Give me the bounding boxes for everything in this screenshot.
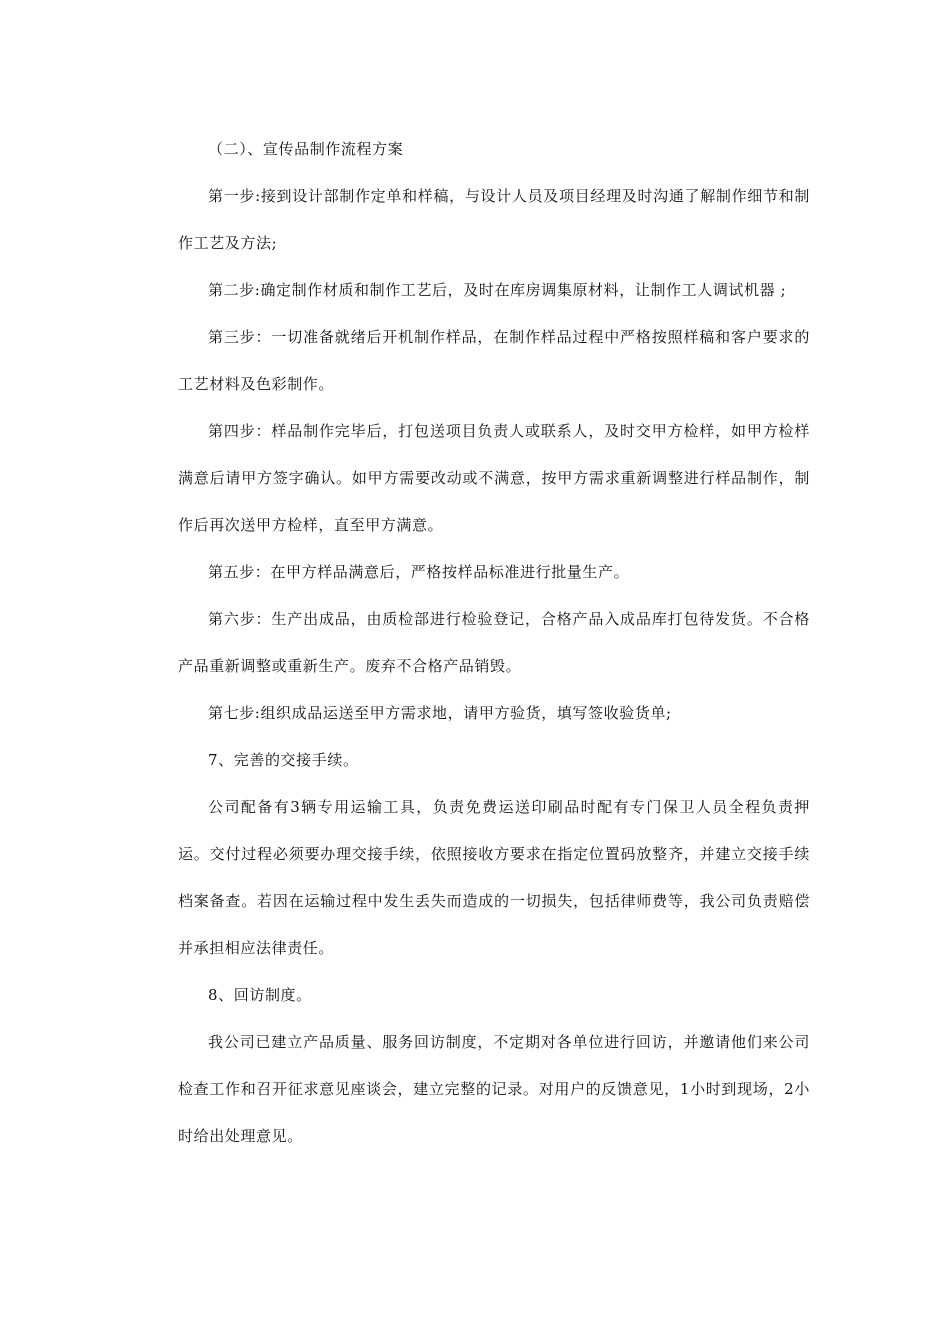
step-7: 第七步:组织成品运送至甲方需求地，请甲方验货，填写签收验货单;	[208, 704, 672, 722]
section-8-body: 我公司已建立产品质量、服务回访制度，不定期对各单位进行回访，并邀请他们来公司检查工作和召开征求意见座谈会，建立完整的记录。对用户的反馈意见，1小时到现场，2小时给出处理意见。	[178, 1033, 810, 1145]
step-2: 第二步:确定制作材质和制作工艺后，及时在库房调集原材料，让制作工人调试机器 ;	[208, 281, 787, 299]
section-8-title: 8、回访制度。	[208, 986, 312, 1004]
step-6: 第六步：生产出成品，由质检部进行检验登记，合格产品入成品库打包待发货。不合格产品重新调整或重新生产。废弃不合格产品销毁。	[178, 610, 810, 675]
document-body	[178, 126, 810, 1160]
step-3: 第三步：一切准备就绪后开机制作样品，在制作样品过程中严格按照样稿和客户要求的工艺材料及色彩制作。	[178, 328, 810, 393]
step-1: 第一步:接到设计部制作定单和样稿，与设计人员及项目经理及时沟通了解制作细节和制作工艺及方法;	[178, 187, 810, 252]
section-7-title: 7、完善的交接手续。	[208, 751, 359, 769]
step-5: 第五步：在甲方样品满意后，严格按样品标准进行批量生产。	[208, 563, 630, 581]
section-title: （二）、宣传品制作流程方案	[208, 140, 404, 158]
step-4: 第四步：样品制作完毕后，打包送项目负责人或联系人，及时交甲方检样，如甲方检样满意后请甲方签字确认。如甲方需要改动或不满意，按甲方需求重新调整进行样品制作，制作后再次送甲方检样，直至甲方满意。	[178, 422, 810, 534]
section-7-body: 公司配备有3辆专用运输工具，负责免费运送印刷品时配有专门保卫人员全程负责押运。交付过程必须要办理交接手续，依照接收方要求在指定位置码放整齐，并建立交接手续档案备查。若因在运输过程中发生丢失而造成的一切损失，包括律师费等，我公司负责赔偿并承担相应法律责任。	[178, 798, 810, 957]
